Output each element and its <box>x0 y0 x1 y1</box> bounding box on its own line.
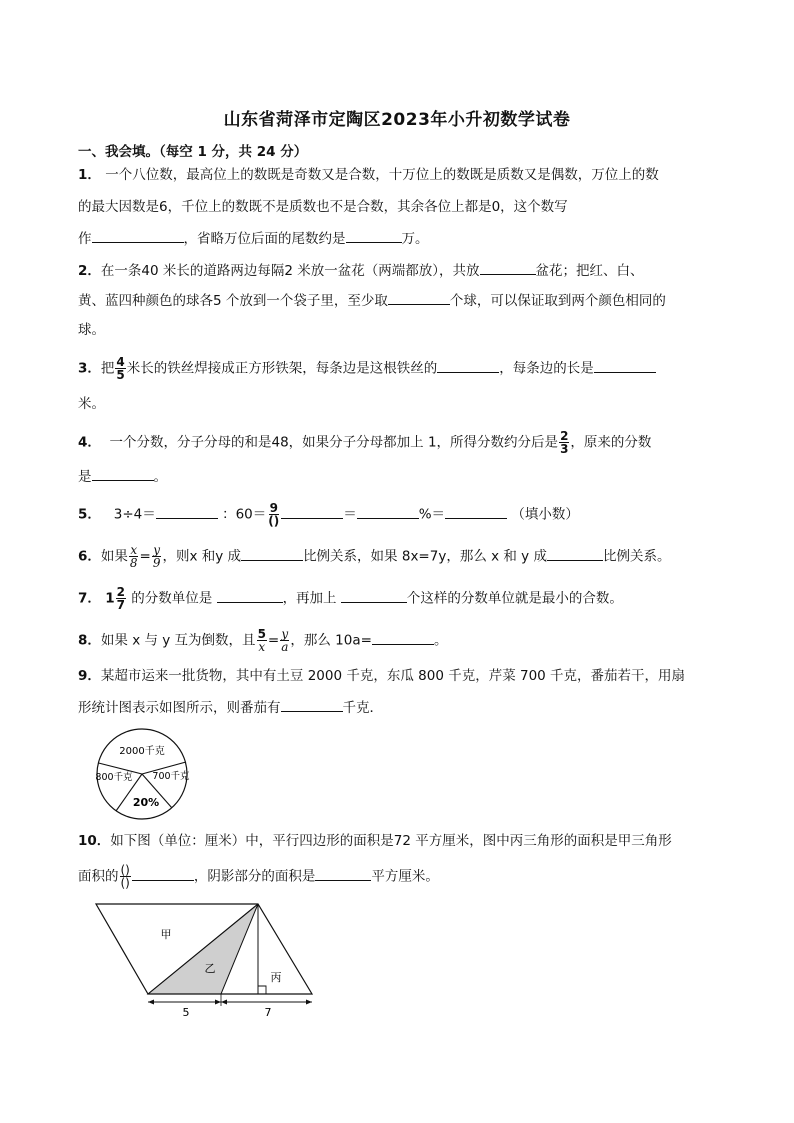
answer-blank[interactable] <box>341 588 407 603</box>
question-4-line-1: 4． 一个分数，分子分母的和是48，如果分子分母都加上 1，所得分数约分后是 $\frac{2}{3}$ ，原来的分数 <box>78 429 652 456</box>
fraction: $\frac{4}{5}$ <box>116 355 125 382</box>
fraction: $\frac{x}{8}$ <box>129 543 138 570</box>
answer-blank[interactable] <box>281 697 343 712</box>
question-3-line-1: 3．把 $\frac{4}{5}$ 米长的铁丝焊接成正方形铁架，每条边是这根铁丝的 ，每条边的长是 <box>78 356 718 381</box>
answer-blank[interactable] <box>437 358 499 373</box>
fraction: $\frac{2}{7}$ <box>116 585 125 612</box>
pie-label-left: 800千克 <box>95 772 133 783</box>
length-label-7: 7 <box>264 1006 272 1019</box>
question-10-line-1: 10．如下图（单位：厘米）中，平行四边形的面积是72 平方厘米，图中丙三角形的面积是甲三角形 <box>78 833 672 849</box>
answer-blank[interactable] <box>241 546 303 561</box>
answer-blank[interactable] <box>217 588 283 603</box>
arrow-head <box>215 1000 221 1005</box>
question-8-line: 8．如果 x 与 y 互为倒数，且 $\frac{5}{x}$ = $\frac{y}{a}$ ，那么 10a= 。 <box>78 627 448 654</box>
arrow-head <box>148 1000 154 1005</box>
question-2-line-1: 2．在一条40 米长的道路两边每隔2 米放一盆花（两端都放），共放 盆花；把红、白、 <box>78 260 718 281</box>
question-4-line-2: 是 。 <box>78 466 718 487</box>
fraction: $\frac{5}{x}$ <box>257 627 266 654</box>
pie-label-right: 700千克 <box>152 771 190 782</box>
question-1-line-1: 1． 一个八位数，最高位上的数既是奇数又是合数，十万位上的数既是质数又是偶数，万位上的数 <box>78 167 659 183</box>
answer-blank[interactable] <box>388 290 450 305</box>
fraction: $\frac{9}{()}$ <box>268 501 280 528</box>
question-1-line-3: 作 ，省略万位后面的尾数约是 万。 <box>78 228 718 249</box>
label-bing: 丙 <box>270 971 282 984</box>
answer-blank[interactable] <box>547 546 603 561</box>
answer-blank[interactable] <box>480 260 536 275</box>
question-9-line-1: 9．某超市运来一批货物，其中有土豆 2000 千克，东瓜 800 千克，芹菜 700 千克，番茄若干，用扇 <box>78 668 686 684</box>
parallelogram-figure <box>90 896 322 1024</box>
fraction: $\frac{y}{9}$ <box>152 543 161 570</box>
question-9-line-2: 形统计图表示如图所示，则番茄有 千克． <box>78 697 718 718</box>
answer-blank[interactable] <box>346 228 402 243</box>
question-6-line: 6．如果 $\frac{x}{8}$ = $\frac{y}{9}$ ，则x 和y 成 比例关系，如果 8x=7y，那么 x 和 y 成 比例关系。 <box>78 543 671 570</box>
question-10-line-2: 面积的 $\frac{()}{()}$ ，阴影部分的面积是 平方厘米。 <box>78 863 439 890</box>
label-jia: 甲 <box>160 928 172 941</box>
answer-blank[interactable] <box>315 866 371 881</box>
section-heading: 一、我会填。（每空 1 分，共 24 分） <box>78 144 308 160</box>
answer-blank[interactable] <box>92 228 184 243</box>
answer-blank[interactable] <box>594 358 656 373</box>
answer-blank[interactable] <box>372 630 434 645</box>
length-label-5: 5 <box>182 1006 190 1019</box>
answer-blank[interactable] <box>281 504 343 519</box>
question-2-line-2: 黄、蓝四种颜色的球各5 个放到一个袋子里，至少取 个球，可以保证取到两个颜色相同的 <box>78 290 718 311</box>
fraction: $\frac{2}{3}$ <box>560 429 569 456</box>
pie-label-bottom: 20% <box>132 796 160 809</box>
question-5-line: 5． 3÷4＝ ：60＝ $\frac{9}{()}$ ＝ %＝ （填小数） <box>78 501 579 528</box>
question-2-line-3: 球。 <box>78 322 105 338</box>
answer-blank[interactable] <box>156 504 218 519</box>
pie-label-top: 2000千克 <box>119 746 165 757</box>
answer-blank[interactable] <box>132 866 194 881</box>
pie-chart-figure <box>94 728 194 820</box>
right-angle-mark <box>258 986 266 994</box>
fraction: $\frac{y}{a}$ <box>281 627 289 654</box>
answer-blank[interactable] <box>357 504 419 519</box>
question-number: 1． <box>78 167 101 183</box>
answer-blank[interactable] <box>445 504 507 519</box>
label-yi: 乙 <box>204 962 216 975</box>
arrow-head <box>306 1000 312 1005</box>
question-7-line: 7． 1 $\frac{2}{7}$ 的分数单位是 ，再加上 个这样的分数单位就是最小的合数。 <box>78 585 623 612</box>
answer-blank[interactable] <box>92 466 154 481</box>
question-3-line-2: 米。 <box>78 396 105 412</box>
arrow-head <box>221 1000 227 1005</box>
question-1-line-2: 的最大因数是6，千位上的数既不是质数也不是合数，其余各位上都是0，这个数写 <box>78 199 568 215</box>
page-title: 山东省菏泽市定陶区2023年小升初数学试卷 <box>223 110 571 130</box>
fraction: $\frac{()}{()}$ <box>120 863 130 890</box>
